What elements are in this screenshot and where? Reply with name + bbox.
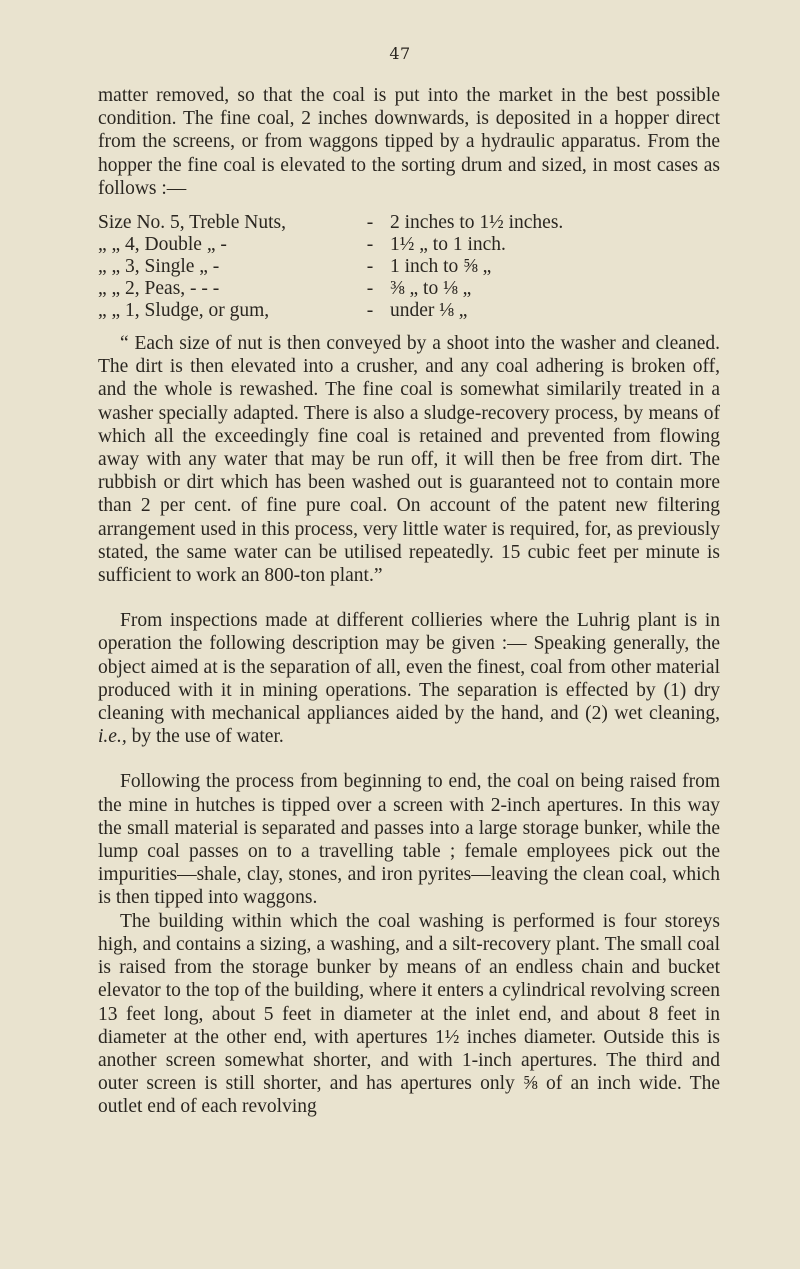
building-paragraph: The building within which the coal washing is performed is four storeys high, and contains a sizing, a washing, and a silt-recovery plant. The small coal is raised from the storage bunker by means of an endless chain and bucket elevator to the top of the building, where it enters a cylindrical revolving screen 13 feet long, about 5 feet in diameter at the inlet end, and about 8 feet in diameter at the other end, with apertures 1½ inches diameter. Outside this is another screen somewhat shorter, and with 1-inch apertures. The third and outer screen is still shorter, and has apertures only ⅝ of an inch wide. The outlet end of each revolving (98, 910, 720, 1118)
intro-paragraph: matter removed, so that the coal is put into the market in the best possible condition. The fine coal, 2 inches downwards, is deposited in a hopper direct from the screens, or from waggons tipped by a hydraulic apparatus. From the hopper the fine coal is elevated to the sorting drum and sized, in most cases as follows :— (98, 85, 720, 199)
size-label: „ „ 1, Sludge, or gum, (98, 300, 270, 322)
size-row (98, 234, 720, 256)
size-label: „ „ 3, Single „ - (98, 256, 220, 278)
size-dash: - (366, 256, 374, 278)
page-body (98, 84, 720, 1119)
size-label: „ „ 4, Double „ - (98, 234, 227, 256)
page-number: 47 (389, 44, 411, 63)
quote-paragraph: “ Each size of nut is then conveyed by a shoot into the washer and cleaned. The dirt is then elevated into a crusher, and any coal adhering is broken off, and the whole is rewashed. The fine coal is somewhat similarily treated in a washer specially adapted. There is also a sludge-recovery process, by means of which all the exceedingly fine coal is retained and prevented from flowing away with any water that may be run off, it will then be free from dirt. The rubbish or dirt which has been washed out is guaranteed not to contain more than 2 per cent. of fine pure coal. On account of the patent new filtering arrangement used in this process, very little water is required, for, as previously stated, the same water can be utilised repeatedly. 15 cubic feet per minute is sufficient to work an 800-ton plant.” (98, 333, 720, 587)
size-row (98, 256, 720, 278)
size-row (98, 212, 720, 234)
size-row (98, 300, 720, 322)
process-paragraph: Following the process from beginning to end, the coal on being raised from the mine in hutches is tipped over a screen with 2-inch apertures. In this way the small material is separated and passes into a large storage bunker, while the lump coal passes on to a travelling table ; female employees pick out the impurities—shale, clay, stones, and iron pyrites—leaving the clean coal, which is then tipped into waggons. (98, 771, 720, 909)
size-range: under ⅛ „ (390, 300, 468, 322)
size-range: 1½ „ to 1 inch. (390, 234, 506, 256)
size-dash: - (366, 300, 374, 322)
inspections-ie: i.e., (98, 726, 127, 748)
size-range: ⅜ „ to ⅛ „ (390, 278, 472, 300)
size-table (98, 212, 720, 322)
size-dash: - (366, 234, 374, 256)
inspections-paragraph (98, 609, 720, 748)
size-range: 2 inches to 1½ inches. (390, 212, 564, 234)
inspections-text: From inspections made at different collieries where the Luhrig plant is in operation the following description may be given :— Speaking generally, the object aimed at is the separation of all, even the finest, coal from other material produced with it in mining operations. The separation is effected by (1) dry cleaning with mechanical appliances aided by the hand, and (2) wet cleaning, (98, 610, 720, 725)
size-dash: - (366, 212, 374, 234)
size-dash: - (366, 278, 374, 300)
size-label: „ „ 2, Peas, - - - (98, 278, 220, 300)
size-range: 1 inch to ⅝ „ (390, 256, 492, 278)
inspections-end: by the use of water. (131, 726, 284, 748)
size-row (98, 278, 720, 300)
size-label: Size No. 5, Treble Nuts, (98, 212, 286, 234)
